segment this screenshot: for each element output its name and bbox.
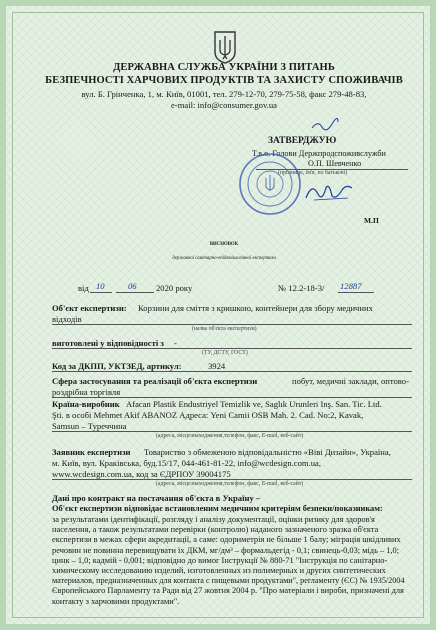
findings-line: експертизи в межах сфери акредитації, а саме: одориметрія не більше 1 балу; міграція шкідливих [52,535,401,545]
header-line-1: ДЕРЖАВНА СЛУЖБА УКРАЇНИ З ПИТАНЬ [113,62,335,73]
scope-text-1: побут, медичні заклади, оптово- [292,376,409,386]
findings-line: населення, а також результатами перевірки (контролю) наданого зазначеного зразка об'єкта [52,525,379,535]
made-according-value: - [174,338,177,348]
conclusion-subtitle: державної санітарно-епідеміологічної експертизи [172,256,276,261]
header-address: вул. Б. Грінченка, 1, м. Київ, 01001, тел. 279-12-70, 279-75-58, факс 279-48-83, [81,89,367,99]
manufacturer-line-1: Afacan Plastik Endustriyel Temizlik ve, Saglık Urunleri Inş. San. Tic. Ltd. [126,399,382,409]
applicant-label: Заявник експертизи [52,447,131,457]
object-text-1: Корзини для сміття з кришкою, контейнери для збору медичних [138,303,373,313]
codes-label: Код за ДКПП, УКТЗЕД, артикул: [52,361,182,371]
findings-line: контакту з харчовими продуктами". [52,596,180,606]
applicant-line-2: м. Київ, вул. Краківська, буд.15/17, 044-461-81-22, info@wcdesign.com.ua, [52,458,321,468]
findings-line: цинк – 1,0; кадмій - 0,001; відповідно до вимог Інструкції № 880-71 "Інструкція по санітарно- [52,555,388,565]
findings-line: за результатами ідентифікації, розгляду і аналізу документації, оцінки ризику для здоров'я [52,515,375,524]
manufacturer-line-2: Şti. в особі Mehmet Akif ABANOZ Адреса: Yeni Camii OSB Mah. 2. Cad. No:2, Kavak, [52,410,364,420]
applicant-line-3: www.wcdesign.com.ua, код за ЄДРПОУ 39004175 [52,469,231,479]
findings-line: химическому исследованию изделий, изготовленных из полимерных и других синтетических [52,566,386,576]
header-line-2: БЕЗПЕЧНОСТІ ХАРЧОВИХ ПРОДУКТІВ ТА ЗАХИСТУ СПОЖИВАЧІВ [45,75,403,86]
applicant-caption: (адреса, місцезнаходження,телефон, факс, E-mail, веб-сайт) [156,481,304,487]
conclusion-title: ВИСНОВОК [209,242,239,247]
scope-label: Сфера застосування та реалізації об'єкта експертизи [52,376,258,386]
number-label: № 12.2-18-3/ [278,283,325,293]
made-according-label: виготовлені у відповідності з [52,338,164,348]
approval-position: Т.в.о. Голови Держпродспоживслужби [252,149,386,158]
object-caption: (назва об'єкта експертизи) [192,326,257,332]
trident-emblem-icon [212,30,238,64]
scope-text-2: роздрібна торгівля [52,387,121,397]
contract-title: Дані про контракт на постачання об'єкта в Україну – [52,493,261,503]
manufacturer-label: Країна-виробник [52,399,120,409]
manufacturer-line-3: Samsun – Туреччина [52,421,127,431]
object-label: Об'єкт експертизи: [52,303,127,313]
findings-line: Європейського Парламенту та Ради від 27 жовтня 2004 р. "Про матеріали і вироби, призначені для [52,586,404,596]
official-stamp-icon [238,152,302,216]
findings-line: речовин не повинна перевищувати їх ДКМ, мг/дм³ – формальдегід - 0,1; свинець-0,03; мідь – 1,0; [52,545,400,555]
approval-name: О.П. Шевченко [308,159,362,168]
applicant-line-1: Товариство з обмеженою відповідальністю «Віві Дизайн», Україна, [144,447,391,457]
date-year: 2020 року [156,283,193,293]
manufacturer-caption: (адреса, місцезнаходження,телефон, факс, E-mail, веб-сайт) [156,433,304,439]
date-day: 10 [96,281,105,291]
small-signature-icon [310,118,340,132]
findings-line: материалов, предназначенных для контакта с пищевыми продуктами", регламенту (ЄС) № 1935/2004 [52,576,405,586]
findings-paragraph [52,515,412,607]
header-email: e-mail: info@consumer.gov.ua [171,100,277,110]
approval-title: ЗАТВЕРДЖУЮ [268,136,337,146]
codes-value: 3924 [208,361,226,371]
object-text-2: відходів [52,314,82,324]
made-according-caption: (ТУ, ДСТУ, ГОСТ) [202,350,248,356]
approval-caption: (прізвище, ім'я, по батькові) [278,170,348,176]
date-from-label: від [78,283,89,293]
signature-icon [302,180,356,204]
mp-label: М.П [364,216,379,225]
contract-criteria: Об'єкт експертизи відповідає встановленим медичним критеріям безпеки/показникам: [52,504,383,513]
date-month: 06 [128,281,137,291]
number-value: 12887 [340,281,362,291]
